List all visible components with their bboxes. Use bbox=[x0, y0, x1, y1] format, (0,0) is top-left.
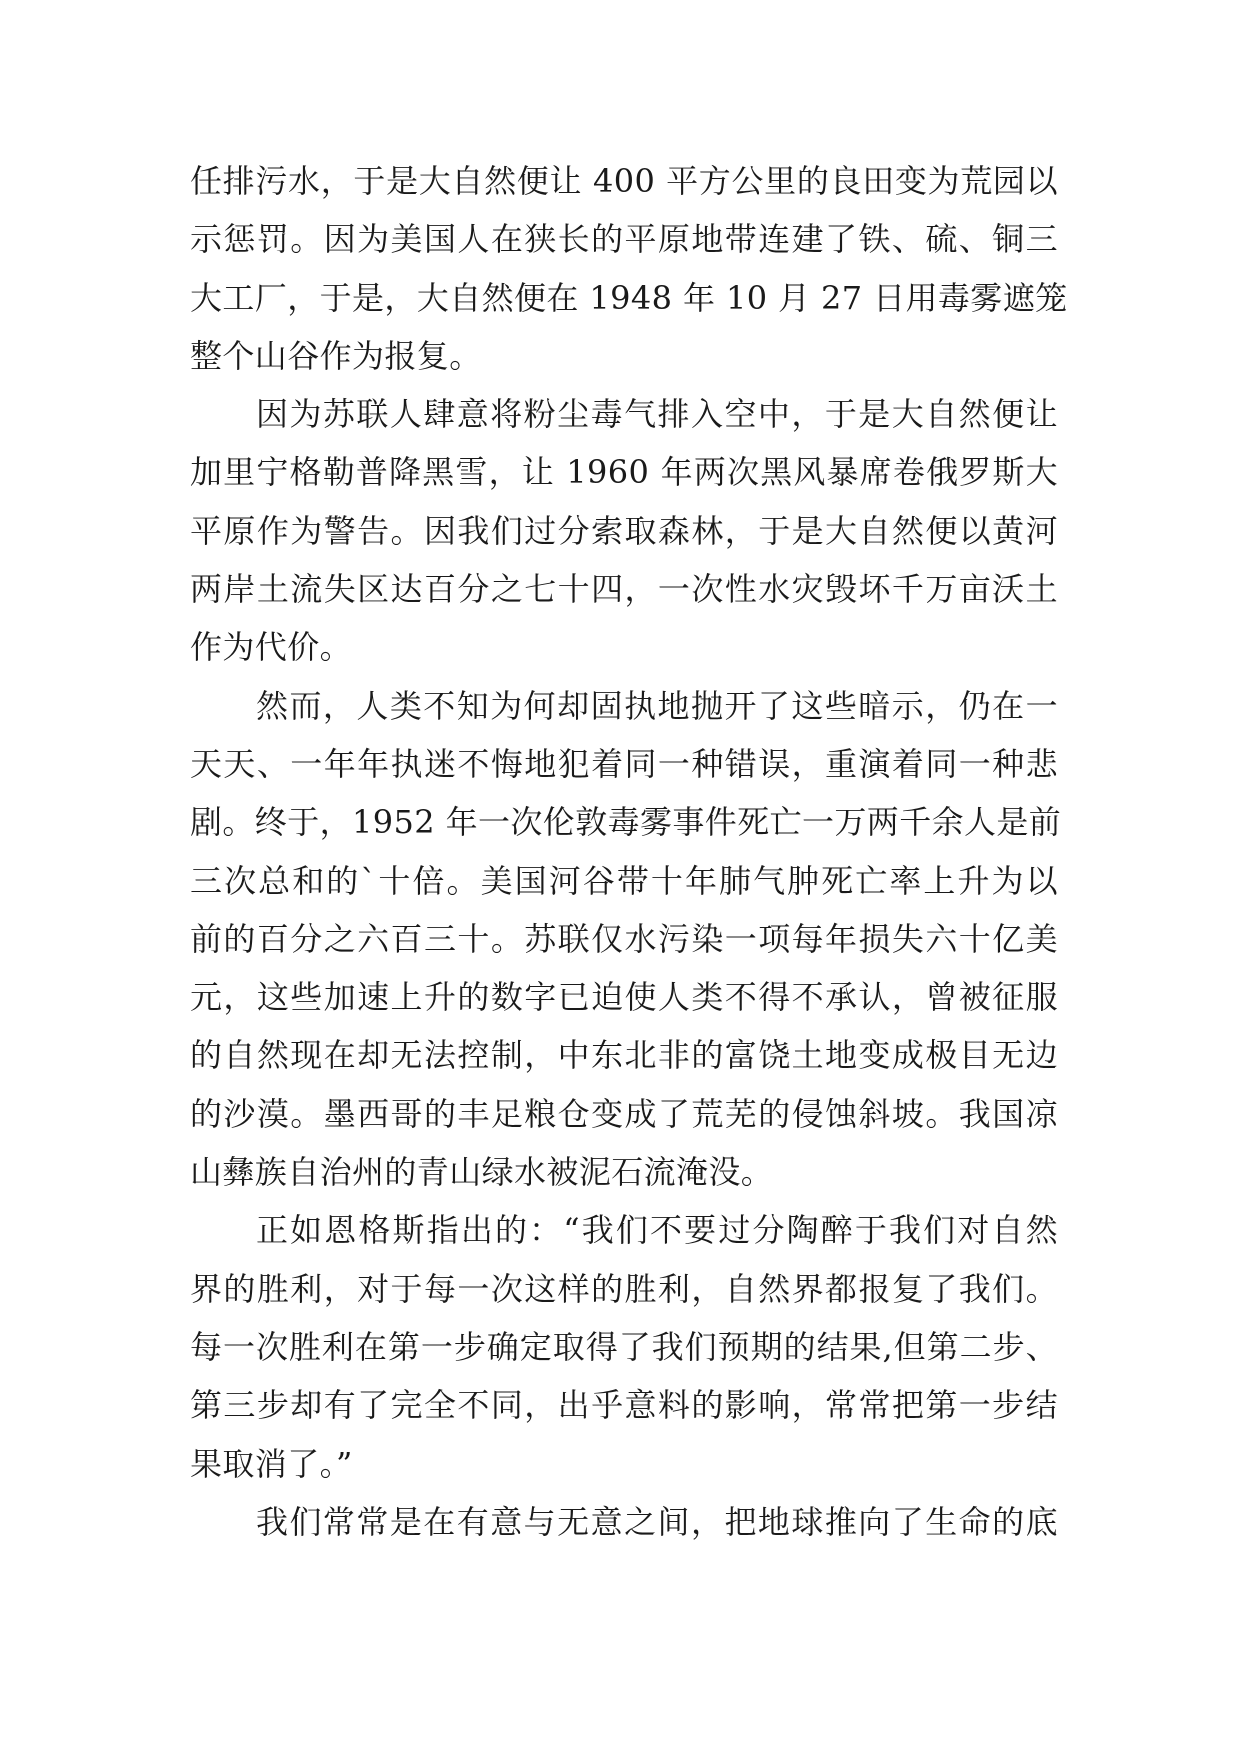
text-line: 加里宁格勒普降黑雪，让 1960 年两次黑风暴席卷俄罗斯大 bbox=[190, 453, 1058, 492]
text-line: 整个山谷作为报复。 bbox=[190, 336, 482, 375]
text-line: 元，这些加速上升的数字已迫使人类不得不承认，曾被征服 bbox=[190, 978, 1058, 1017]
paragraph-first-line: 因为苏联人肆意将粉尘毒气排入空中，于是大自然便让 bbox=[256, 395, 1058, 434]
text-line: 果取消了。” bbox=[190, 1444, 353, 1483]
text-line: 前的百分之六百三十。苏联仅水污染一项每年损失六十亿美 bbox=[190, 919, 1058, 958]
text-line: 山彝族自治州的青山绿水被泥石流淹没。 bbox=[190, 1153, 774, 1192]
text-line: 剧。终于，1952 年一次伦敦毒雾事件死亡一万两千余人是前 bbox=[190, 803, 1062, 842]
paragraph-first-line: 然而，人类不知为何却固执地抛开了这些暗示，仍在一 bbox=[256, 686, 1058, 725]
text-line: 大工厂，于是，大自然便在 1948 年 10 月 27 日用毒雾遮笼 bbox=[190, 278, 1068, 317]
paragraph-first-line: 正如恩格斯指出的：“我们不要过分陶醉于我们对自然 bbox=[256, 1211, 1058, 1250]
body-text bbox=[190, 152, 1068, 1551]
text-line: 天天、一年年执迷不悔地犯着同一种错误，重演着同一种悲 bbox=[190, 744, 1058, 783]
text-line: 第三步却有了完全不同，出乎意料的影响，常常把第一步结 bbox=[190, 1386, 1058, 1425]
text-line: 任排污水，于是大自然便让 400 平方公里的良田变为荒园以 bbox=[190, 162, 1058, 200]
text-line: 平原作为警告。因我们过分索取森林，于是大自然便以黄河 bbox=[190, 511, 1058, 550]
text-line: 示惩罚。因为美国人在狭长的平原地带连建了铁、硫、铜三 bbox=[190, 220, 1058, 259]
text-line: 每一次胜利在第一步确定取得了我们预期的结果,但第二步、 bbox=[190, 1327, 1058, 1366]
text-line: 三次总和的`十倍。美国河谷带十年肺气肿死亡率上升为以 bbox=[190, 861, 1058, 900]
text-line: 界的胜利，对于每一次这样的胜利，自然界都报复了我们。 bbox=[190, 1269, 1058, 1308]
text-line: 作为代价。 bbox=[190, 628, 353, 667]
paragraph-first-line: 我们常常是在有意与无意之间，把地球推向了生命的底 bbox=[256, 1502, 1058, 1541]
text-line: 的沙漠。墨西哥的丰足粮仓变成了荒芜的侵蚀斜坡。我国凉 bbox=[190, 1094, 1058, 1133]
text-line: 两岸土流失区达百分之七十四，一次性水灾毁坏千万亩沃土 bbox=[190, 570, 1058, 609]
text-line: 的自然现在却无法控制，中东北非的富饶土地变成极目无边 bbox=[190, 1036, 1058, 1075]
